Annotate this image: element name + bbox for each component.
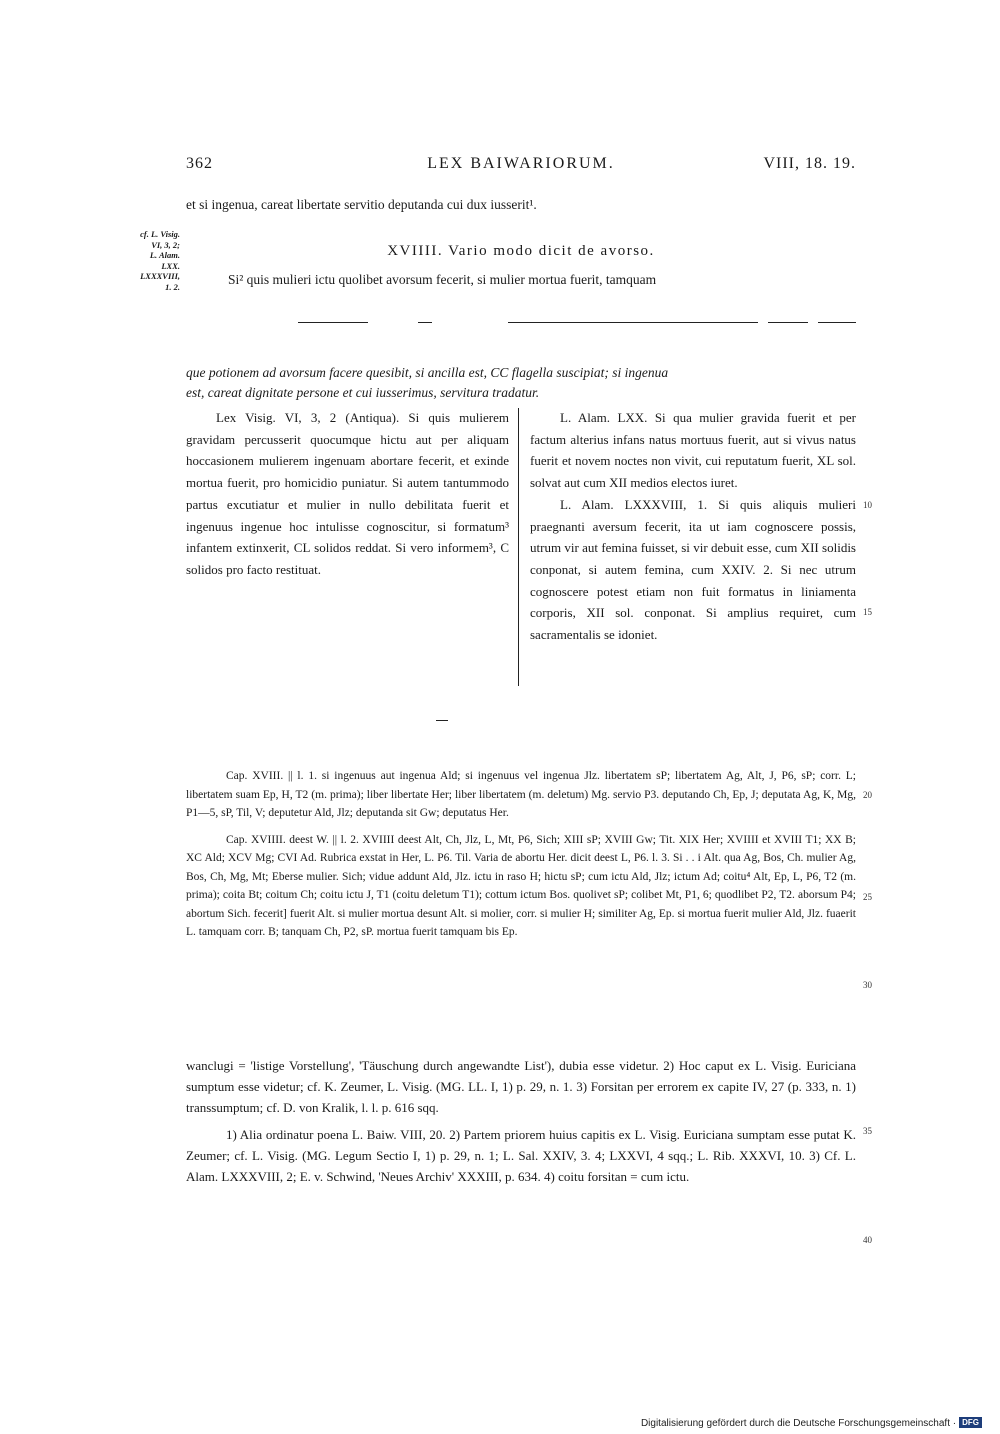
continuation-line: que potionem ad avorsum facere quesibit, si ancilla est, CC flagella suscipiat; si ingenua bbox=[186, 365, 669, 380]
margin-note-line: LXX. bbox=[161, 260, 180, 271]
line-number: 40 bbox=[863, 1235, 872, 1245]
footer-text: Digitalisierung gefördert durch die Deutsche Forschungsgemeinschaft · bbox=[640, 1418, 957, 1429]
line-number: 20 bbox=[863, 790, 872, 800]
apparatus-entry: Cap. XVIIII. deest W. || l. 2. XVIIII deest Alt, Ch, Jlz, L, Mt, P6, Sich; XIII sP; XVIII Gw; Tit. XIX Her; XVIIII et XVIII T1; XX B; XC Ald; XCV Mg; CVI Ad. Rubrica exstat in Her, L. P6. Til. Varia de abortu Her. dicit deest L, P6. l. 3. Si . . i Alt. qua Ag, Bos, Ch. mulier Ag, Bos, Ch, Mg, Mt; Eberse mulier. Sich; vidue addunt Ald, Jlz. ictu in raso H; hictu sP; cum ictu Ald, Jlz; ictum Ad; coitu⁴ Alt, Ep, L, P6, T2 (m. prima); coita Bt; coitum Ch; coitu ictu J, T1 (coitu deletum T1); cottum ictum Bos. quolivet sP; colibet Mt, P1, 6; quodlibet P2, T2. aborsum P4; abortum Sich. fecerit] fuerit Alt. si mulier mortua desunt Alt. si molier, corr. si mulier H; similiter Ag, Ep. si mortua fuerit mulier Ald, Jlz. fuaerit L. tamquam corr. B; tanquam Ch, P2, sP. mortua fuerit tamquam bis Ep. bbox=[186, 833, 856, 938]
line-number: 10 bbox=[863, 500, 872, 510]
section-reference: VIII, 18. 19. bbox=[763, 155, 856, 172]
footnotes bbox=[186, 1055, 856, 1193]
margin-note-line: 1. 2. bbox=[165, 281, 180, 292]
chapter-first-line: Si² quis mulieri ictu quolibet avorsum fecerit, si mulier mortua fuerit, tamquam bbox=[228, 272, 657, 287]
line-number: 30 bbox=[863, 980, 872, 990]
left-column bbox=[186, 407, 509, 581]
footnote-block: wanclugi = 'listige Vorstellung', 'Täuschung durch angewandte List'), dubia esse videtur. 2) Hoc caput ex L. Visig. Euriciana sumptum esse videtur; cf. K. Zeumer, L. Visig. (MG. LL. I, 1) p. 29, n. 1. 3) Forsitan per errorem ex capite IV, 27 (p. 333, n. 1) transsumptum; cf. D. von Kralik, l. l. p. 616 sqq. bbox=[186, 1058, 856, 1115]
rule-segment bbox=[418, 322, 432, 323]
margin-note-line: cf. L. Visig. bbox=[140, 229, 180, 239]
margin-note-line: VI, 3, 2; bbox=[151, 239, 180, 250]
margin-note-line: L. Alam. bbox=[149, 250, 180, 260]
page-title: LEX BAIWARIORUM. bbox=[427, 155, 615, 172]
margin-note-line: LXXXVIII, bbox=[140, 271, 180, 281]
parallel-text-alam: L. Alam. LXXXVIII, 1. Si quis aliquis mulieri praegnanti aversum fecerit, ita ut iam cognoscere possis, utrum vir aut femina fuisset, si vir debuit esse, cum XII solidis conponat, si autem femina, cum XXIV. 2. Si nec utrum cognoscere potest etiam non fuit formatus in liniamenta corporis, XII sol. conponat. Si amplius requiret, cum sacramentalis se idoniet. bbox=[530, 496, 856, 643]
parallel-text-visig: Lex Visig. VI, 3, 2 (Antiqua). Si quis mulierem gravidam percusserit quocumque hictu aut per aliquam hoccasionem mulierem ingenuam abortare fecerit, et exinde mortua fuerit, pro homicidio puniatur. Si autem tantummodo partus excutiatur et mulier in nullo debilitata fuerit et ingenuus ingenue hoc intulisse cognoscitur, si formatum³ infantem extinxerit, CL solidos reddat. Si vero informem³, C solidos pro facto restituat. bbox=[186, 410, 509, 577]
critical-apparatus bbox=[186, 767, 856, 950]
right-column bbox=[530, 407, 856, 646]
page-number: 362 bbox=[186, 155, 213, 172]
dfg-logo: DFG bbox=[959, 1417, 982, 1428]
line-number: 35 bbox=[863, 1126, 872, 1136]
parallel-text-alam: L. Alam. LXX. Si qua mulier gravida fuerit et per factum alterius infans natus mortuus fuerit, aut si vivus natus fuerit et novem noctes non vivit, cui reputatum fuerit, XL sol. solvat aut cum XII medios electos iuret. bbox=[530, 410, 856, 491]
separator-mark bbox=[436, 720, 448, 721]
margin-note bbox=[108, 229, 180, 292]
rule-segment bbox=[768, 322, 808, 323]
chapter-heading: XVIIII. Vario modo dicit de avorso. bbox=[387, 243, 655, 259]
rule-segment bbox=[818, 322, 856, 323]
rule-segment bbox=[508, 322, 758, 323]
running-head bbox=[186, 155, 856, 177]
broken-rule bbox=[228, 322, 856, 323]
continuation-line: est, careat dignitate persone et cui iusserimus, servitura tradatur. bbox=[186, 385, 540, 400]
column-divider bbox=[518, 408, 519, 686]
rule-segment bbox=[298, 322, 368, 323]
apparatus-entry: Cap. XVIII. || l. 1. si ingenuus aut ingenua Ald; si ingenuus vel ingenua Jlz. libertatem sP; libertatem Ag, Alt, J, P6, sP; corr. L; libertatem suam Ep, H, T2 (m. prima); liber libertate Her; liber libertatem (m. deletum) Mg. servio P3. deputando Ch, Ep, J; deputata Ag, K, Mg, P1—5, sP, Til, V; deputetur Ald, Jlz; deputanda sit Gw; deputatus Her. bbox=[186, 770, 856, 819]
footnote-block: 1) Alia ordinatur poena L. Baiw. VIII, 20. 2) Partem priorem huius capitis ex L. Visig. Euriciana sumptam esse putat K. Zeumer; cf. L. Visig. (MG. Legum Sectio I, 1) p. 29, n. 1; L. Sal. XXIV, 3. 4; LXXVI, 4 sqq.; L. Rib. XXXVI, 10. 3) Cf. L. Alam. LXXXVIII, 2; E. v. Schwind, 'Neues Archiv' XXXIII, p. 634. 4) coitu forsitan = cum ictu. bbox=[186, 1127, 856, 1184]
digitization-footer bbox=[641, 1417, 982, 1429]
intro-line: et si ingenua, careat libertate servitio deputanda cui dux iusserit¹. bbox=[186, 197, 537, 212]
line-number: 25 bbox=[863, 892, 872, 902]
line-number: 15 bbox=[863, 607, 872, 617]
